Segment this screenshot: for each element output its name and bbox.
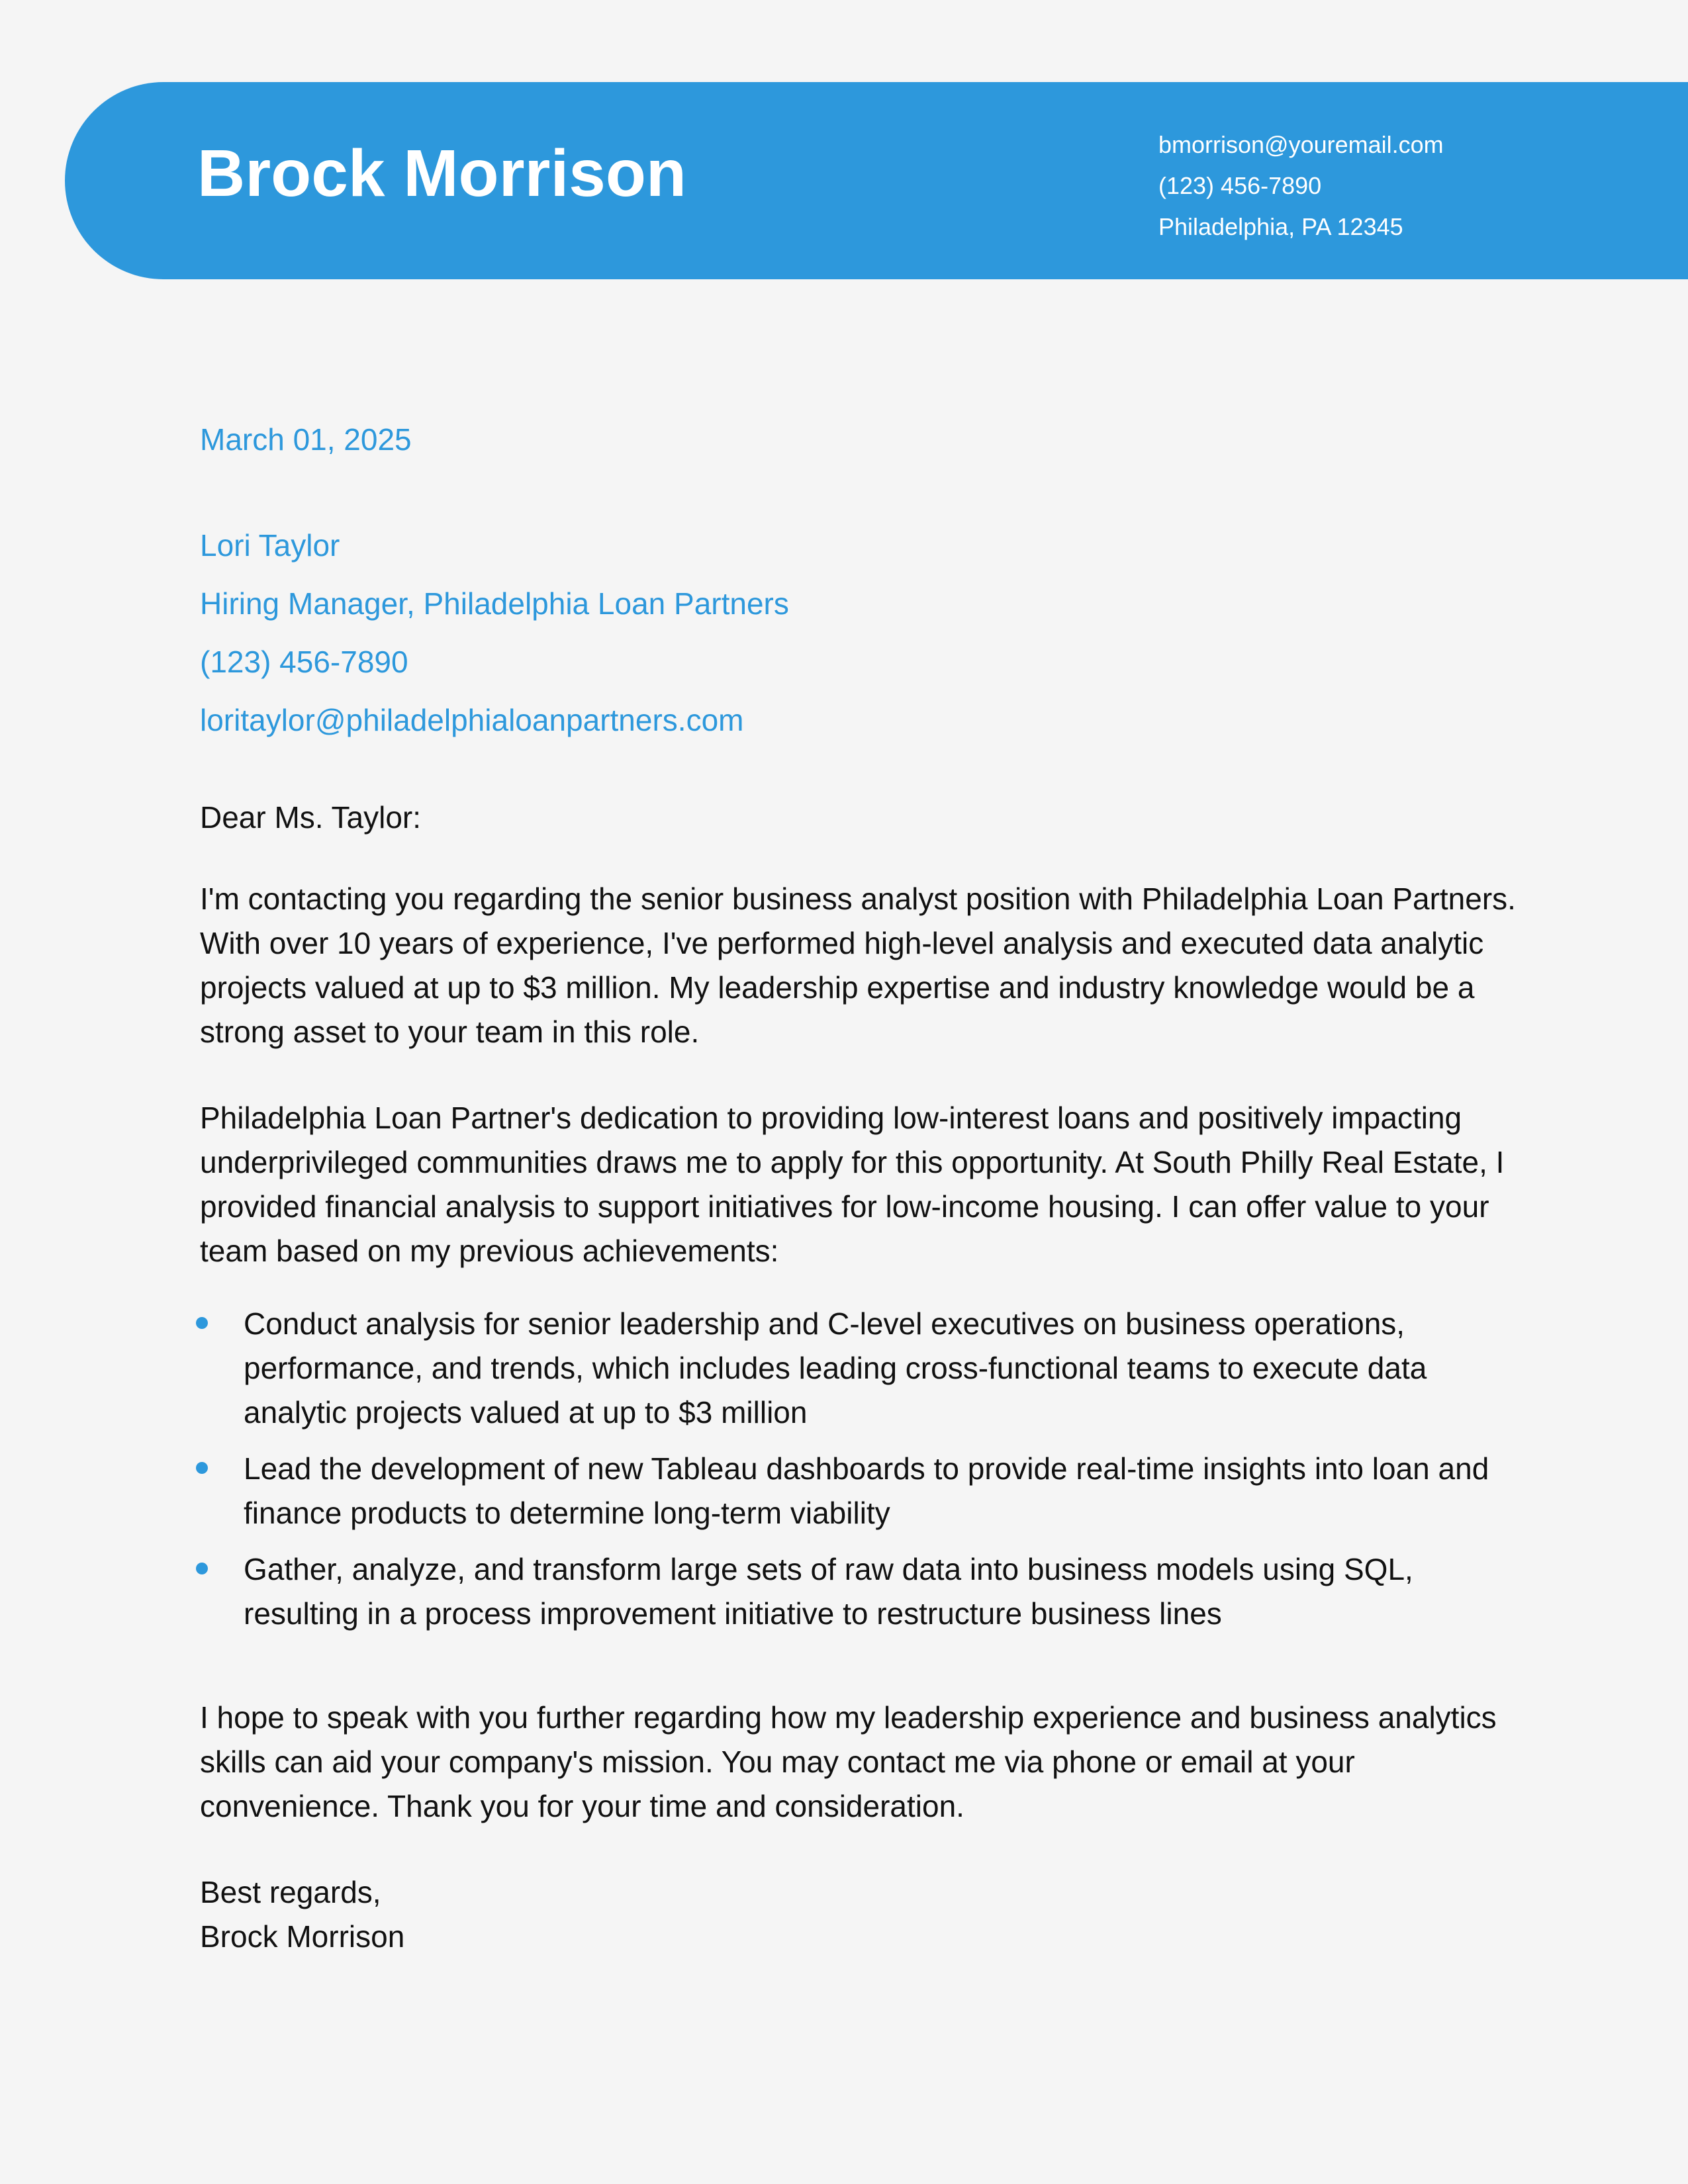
signoff: Best regards,	[200, 1875, 381, 1909]
recipient-name: Lori Taylor	[200, 528, 340, 563]
paragraph-closing: I hope to speak with you further regarding how my leadership experience and business analytics skills can aid your company's mission. You may contact me via phone or email at your convenience. Thank you for your time and consideration.	[200, 1700, 1497, 1823]
list-item	[200, 1547, 1517, 1636]
signature-name: Brock Morrison	[200, 1919, 405, 1954]
bullet-dot-icon	[196, 1563, 208, 1574]
sender-contact-info	[1158, 124, 1444, 248]
header-banner	[65, 82, 1688, 279]
sender-name: Brock Morrison	[197, 136, 687, 210]
list-item	[200, 1447, 1517, 1535]
bullet-dot-icon	[196, 1462, 208, 1474]
list-item	[200, 1302, 1517, 1435]
letter-body	[200, 410, 1517, 1959]
signoff-block	[200, 1870, 1517, 1959]
paragraph-intro: I'm contacting you regarding the senior business analyst position with Philadelphia Loan Partners. With over 10 years of experience, I've performed high-level analysis and executed data analytic projects valued at up to $3 million. My leadership expertise and industry knowledge would be a strong asset to your team in this role.	[200, 882, 1516, 1049]
recipient-block	[200, 516, 1517, 749]
salutation: Dear Ms. Taylor:	[200, 800, 422, 835]
letter-date: March 01, 2025	[200, 422, 412, 457]
sender-email: bmorrison@youremail.com	[1158, 131, 1444, 158]
sender-phone: (123) 456-7890	[1158, 172, 1322, 199]
achievement-text: Gather, analyze, and transform large sets of raw data into business models using SQL, resulting in a process improvement initiative to restructure business lines	[244, 1552, 1413, 1631]
recipient-email: loritaylor@philadelphialoanpartners.com	[200, 703, 744, 737]
achievements-list	[200, 1302, 1517, 1636]
sender-location: Philadelphia, PA 12345	[1158, 213, 1403, 240]
paragraph-motivation: Philadelphia Loan Partner's dedication to providing low-interest loans and positively impacting underprivileged communities draws me to apply for this opportunity. At South Philly Real Estate, I provided financial analysis to support initiatives for low-income housing. I can offer value to your team based on my previous achievements:	[200, 1101, 1505, 1268]
achievement-text: Lead the development of new Tableau dashboards to provide real-time insights into loan and finance products to determine long-term viability	[244, 1451, 1489, 1530]
recipient-title: Hiring Manager, Philadelphia Loan Partners	[200, 586, 789, 621]
achievement-text: Conduct analysis for senior leadership and C-level executives on business operations, performance, and trends, which includes leading cross-functional teams to execute data analytic projects valued at up to $3 million	[244, 1306, 1427, 1430]
recipient-phone: (123) 456-7890	[200, 645, 408, 679]
bullet-dot-icon	[196, 1317, 208, 1329]
